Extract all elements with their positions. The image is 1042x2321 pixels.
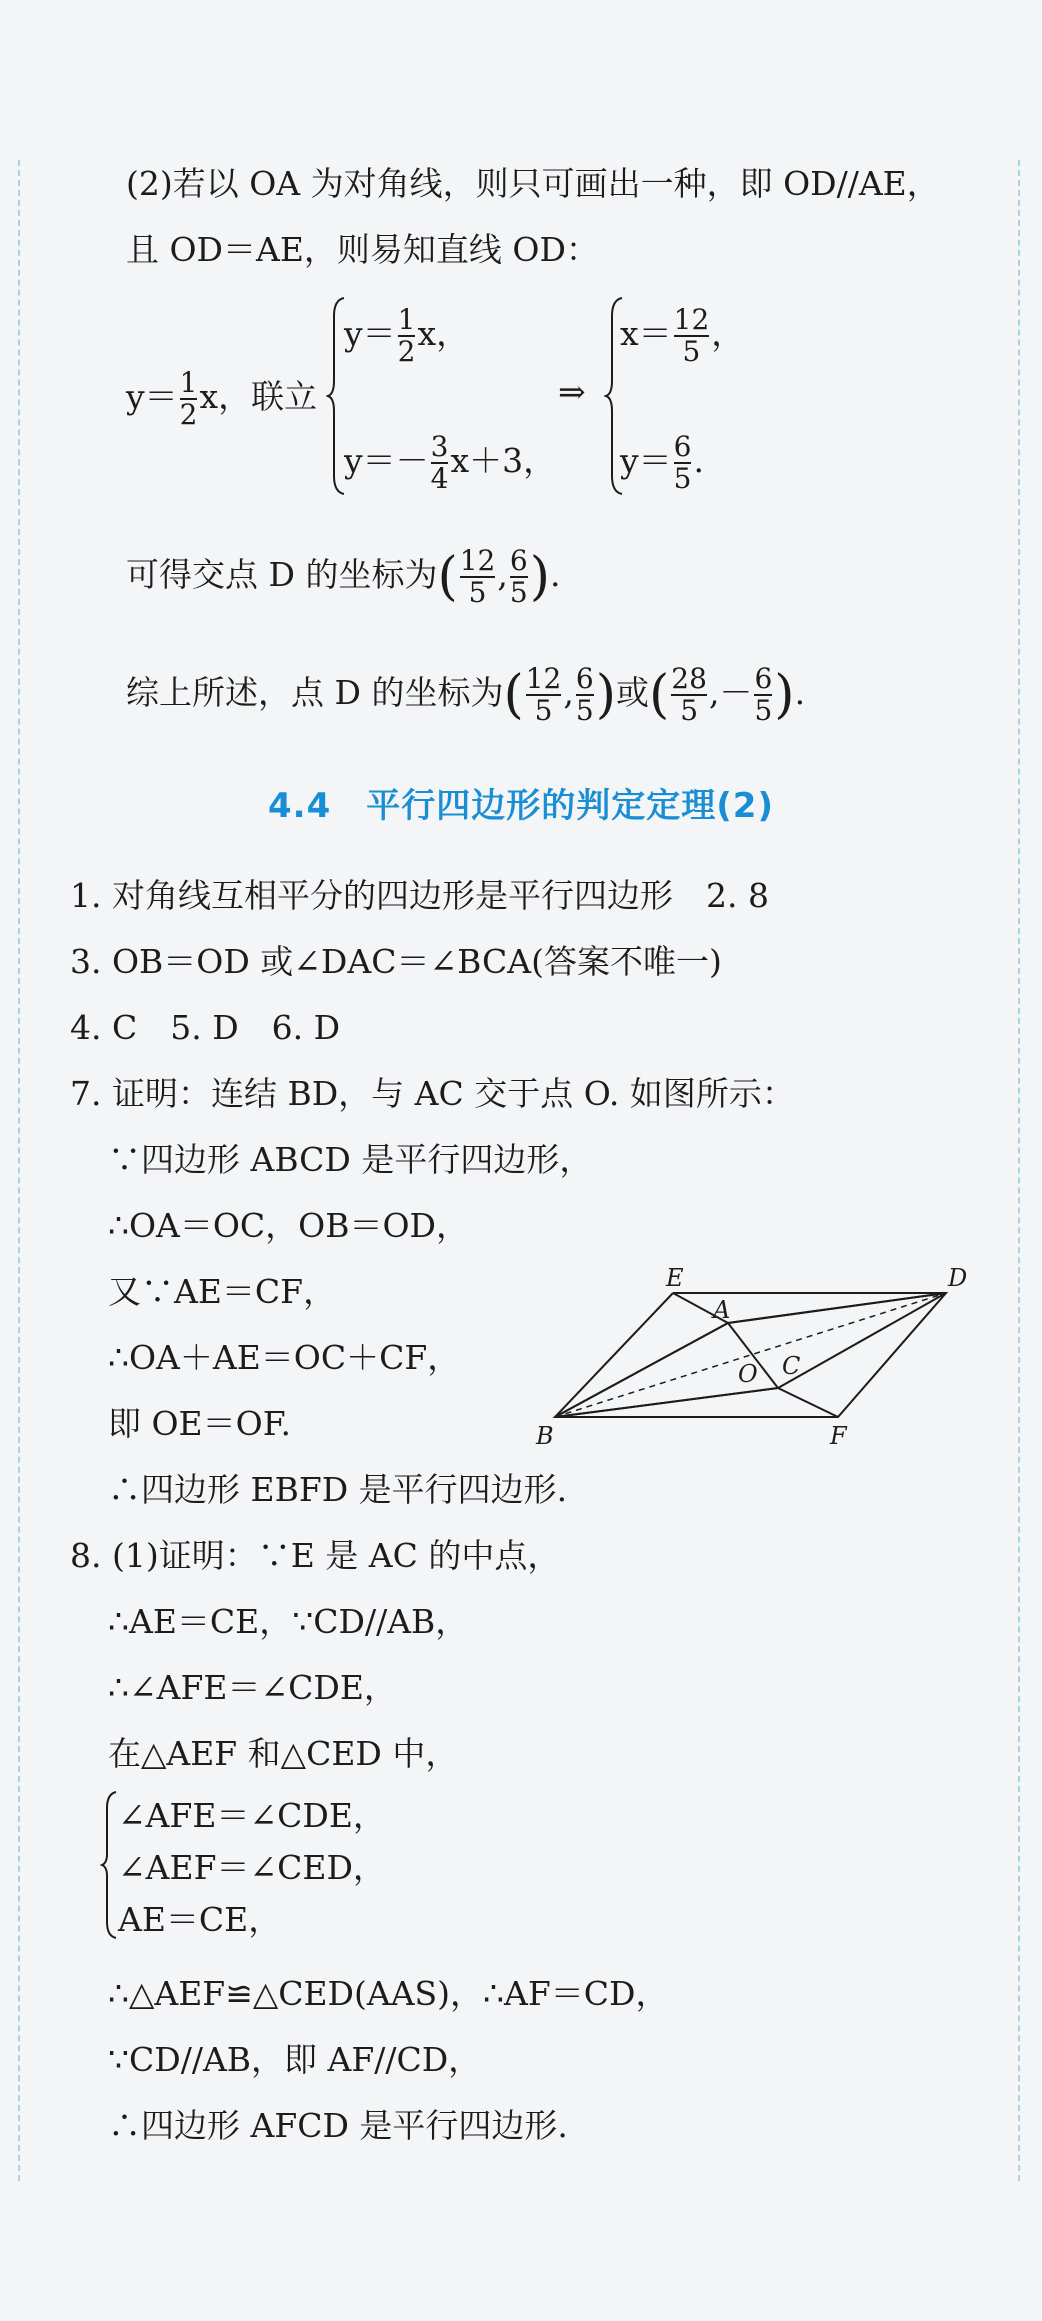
fraction: $\frac{6}{5}$ [509, 544, 528, 609]
fraction: $\frac{1}{2}$ [397, 303, 416, 368]
answer-7-line5: ∴OA＋AE＝OC＋CF， [108, 1338, 461, 1377]
fraction: $\frac{6}{5}$ [754, 662, 773, 727]
left-dashed-border [18, 160, 20, 2181]
fraction: $\frac{12}{5}$ [459, 544, 496, 609]
label-O: O [738, 1360, 758, 1388]
answer-8-line4: 在△AEF 和△CED 中， [108, 1734, 459, 1773]
answer-8-line2: ∴AE＝CE，∵CD//AB， [108, 1602, 469, 1641]
line-equation [126, 368, 317, 430]
congruence-brace [100, 1790, 120, 1940]
system2-eq2: y＝ $\frac{6}{5}$ . [620, 430, 704, 495]
label-A: A [713, 1296, 731, 1324]
right-dashed-border [1018, 160, 1020, 2181]
system1-eq1: y＝ $\frac{1}{2}$ x， [344, 303, 470, 368]
answer-8-line8: ∴△AEF≌△CED(AAS)，∴AF＝CD， [108, 1974, 669, 2013]
label-E: E [666, 1264, 684, 1292]
equation-lhs: y＝ [126, 377, 178, 416]
label-C: C [782, 1352, 801, 1380]
answer-7-line4: 又∵AE＝CF， [108, 1272, 337, 1311]
section-title: 4.4 平行四边形的判定定理(2) [268, 786, 774, 826]
fraction: $\frac{6}{5}$ [575, 662, 594, 727]
part2-line1: (2)若以 OA 为对角线，则只可画出一种，即 OD//AE， [126, 164, 940, 203]
fraction: $\frac{1}{2}$ [179, 366, 198, 431]
system2-eq1: x＝ $\frac{12}{5}$ ， [620, 303, 745, 368]
answer-7-line2: ∵四边形 ABCD 是平行四边形， [108, 1140, 593, 1179]
fraction: $\frac{6}{5}$ [673, 430, 692, 495]
implies-arrow: ⇒ [558, 372, 586, 411]
answer-8-cond1: ∠AFE＝∠CDE， [118, 1796, 386, 1835]
system1-eq2: y＝－ $\frac{3}{4}$ x＋3， [344, 430, 557, 495]
label-F: F [830, 1422, 847, 1450]
fraction: $\frac{12}{5}$ [525, 662, 562, 727]
answer-1-2: 1. 对角线互相平分的四边形是平行四边形 2. 8 [70, 876, 769, 915]
label-B: B [536, 1422, 554, 1450]
answer-3: 3. OB＝OD 或∠DAC＝∠BCA(答案不唯一) [70, 942, 722, 981]
fraction: $\frac{12}{5}$ [673, 303, 710, 368]
fraction: $\frac{28}{5}$ [671, 662, 707, 727]
answer-8-line9: ∵CD//AB，即 AF//CD， [108, 2040, 482, 2079]
label-D: D [948, 1264, 968, 1292]
answer-7-line3: ∴OA＝OC，OB＝OD， [108, 1206, 470, 1245]
answer-7-line7: ∴四边形 EBFD 是平行四边形. [108, 1470, 568, 1509]
equation-tail: x，联立 [199, 377, 318, 416]
answer-4-6: 4. C 5. D 6. D [70, 1008, 341, 1047]
answer-7-line1: 7. 证明：连结 BD，与 AC 交于点 O. 如图所示： [70, 1074, 795, 1113]
parallelogram-figure [530, 1258, 990, 1458]
part2-line2: 且 OD＝AE，则易知直线 OD： [126, 230, 599, 269]
answer-8-line1: 8. (1)证明：∵E 是 AC 的中点， [70, 1536, 561, 1575]
coordinate-line: 可得交点 D 的坐标为( $\frac{12}{5}$ , $\frac{6}{5}$ ). [126, 544, 561, 609]
answer-8-line3: ∴∠AFE＝∠CDE， [108, 1668, 397, 1707]
fraction: $\frac{3}{4}$ [430, 430, 449, 495]
answer-8-cond3: AE＝CE， [118, 1900, 282, 1939]
answer-8-line10: ∴四边形 AFCD 是平行四边形. [108, 2106, 568, 2145]
summary-line: 综上所述，点 D 的坐标为( $\frac{12}{5}$ , $\frac{6}{5}$ )或( $\frac{28}{5}$ ,－ $\frac{6}{5}$ ). [126, 662, 806, 727]
answer-7-line6: 即 OE＝OF. [108, 1404, 291, 1443]
answer-8-cond2: ∠AEF＝∠CED， [118, 1848, 386, 1887]
